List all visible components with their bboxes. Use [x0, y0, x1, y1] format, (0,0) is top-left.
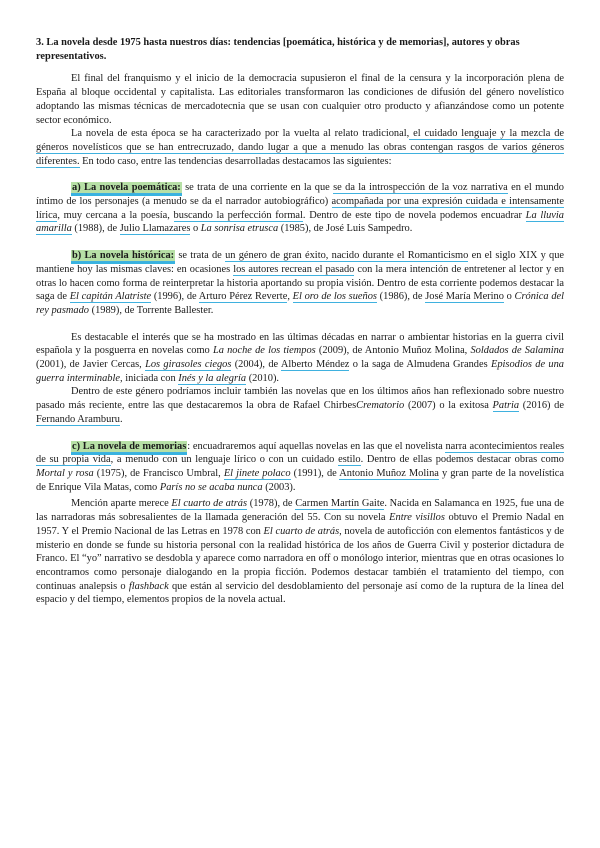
book-title: Patria [492, 400, 520, 412]
text-span: (1986), de [376, 291, 426, 303]
text-span: y gran parte de la novelística de Enrique Vila Matas, como [36, 467, 565, 493]
text-span: (2007) o la exitosa [404, 400, 493, 412]
book-title: El oro de los sueños [292, 291, 377, 303]
text-span: o [503, 291, 515, 303]
underlined-text: Fernando Aramburu [36, 413, 120, 425]
historica-paragraph [36, 249, 564, 318]
section-heading: 3. La novela desde 1975 hasta nuestros días: tendencias [poemática, histórica y de memorias], autores y obras representativos. [36, 37, 520, 62]
mencion-paragraph [36, 497, 564, 607]
underlined-text: Arturo Pérez Reverte [198, 291, 288, 303]
underlined-text: Julio Llamazares [119, 223, 191, 235]
text-span: se trata de [175, 250, 226, 262]
book-title: Crematorio [356, 400, 405, 412]
text-span: en el mundo íntimo de los personajes (a menudo se da el narrador autobiográfico) [36, 182, 564, 208]
underlined-text: se da la introspección de la voz narrativa [333, 182, 508, 194]
intro-paragraph-2 [36, 127, 564, 168]
text-span: En todo caso, entre las tendencias desarrolladas destacamos las siguientes: [79, 155, 392, 167]
text-span: Mención aparte merece [71, 498, 172, 510]
text-span: obtuvo el Premio Nadal en 1957. Y el Premio Nacional de las Letras en 1978 con [36, 512, 565, 537]
text-span: (2004), de [231, 359, 281, 371]
book-title: El capitán Alatriste [69, 291, 152, 303]
book-title: Inés y la alegría [178, 372, 247, 384]
underlined-text: Antonio Muñoz Molina [339, 467, 439, 479]
text-span: La novela de esta época se ha caracterizado por la vuelta al relato tradicional, [71, 128, 410, 140]
highlighted-label: b) La novela histórica: [72, 250, 175, 262]
text-span: iniciada con [122, 372, 179, 384]
underlined-text: narra acontecimientos reales de su propia vida [36, 440, 565, 466]
underlined-text: Alberto Méndez [280, 359, 350, 371]
text-span: , muy cercana a la poesía, [57, 209, 174, 221]
book-title: Entre visillos [389, 512, 445, 524]
chirbes-paragraph [36, 385, 564, 426]
intro-paragraph-1: El final del franquismo y el inicio de la democracia supusieron el final de la censura y la incorporación plena de España al bloque occidental y capitalista. Las editoriales transformaron las condiciones de difusión del género novelístico adoptando las mismas técnicas de mercadotecnia que se usan con cualquier otro producto y afianzándose como un potente sector económico. [36, 73, 564, 126]
memorias-paragraph [36, 440, 564, 495]
text-span: que están al servicio del desdoblamiento del personaje así como de la ruptura de la línea del espacio y del tiempo, elementos propios de la novela actual. [36, 580, 564, 606]
book-title: Crónica del rey pasmado [36, 291, 565, 316]
book-title: Soldados de Salamina [470, 345, 564, 357]
text-span: (2016) de [519, 400, 564, 412]
text-span: (1996), de [151, 291, 199, 303]
text-span: , [287, 291, 293, 303]
poematica-paragraph [36, 181, 564, 236]
book-title: La lluvia amarilla [36, 209, 564, 235]
highlighted-label: a) La novela poemática: [72, 182, 181, 194]
text-span: (1978), de [247, 498, 296, 510]
text-span: (2001), de Javier Cercas, [36, 359, 146, 371]
book-title: flashback [128, 580, 169, 592]
text-span: : encuadraremos aquí aquellas novelas en las que el novelista [187, 440, 446, 452]
underlined-text: un género de gran éxito, nacido durante el Romanticismo [225, 250, 469, 262]
text-span: (2003). [262, 481, 296, 493]
book-title: Los girasoles ciegos [145, 359, 232, 371]
text-span: novela de autoficción con elementos fantásticos y de misterio en donde se funde su historia personal con la realidad histórica de los años de Guerra Civil y posterior dictadura de Franco. El “yo” narrativo se desdobla y aparece como narradora en off o monólogo interior, mientras que en otras ocasiones lo encontramos como personaje dialogando en la propia ficción. Podemos destacar también el tratamiento del tiempo, con continuas analepsis o [36, 525, 564, 592]
book-title: La sonrisa etrusca [200, 223, 279, 235]
book-title: París no se acaba nunca [159, 481, 263, 493]
text-span: (1985), de José Luis Sampedro. [278, 223, 413, 235]
text-span: (1989), de Torrente Ballester. [89, 304, 214, 316]
text-span: (2010). [246, 372, 280, 384]
destacable-paragraph [36, 331, 564, 386]
text-span: . Dentro de ellas podemos destacar obras como [360, 454, 564, 466]
book-title: El jinete polaco [223, 467, 291, 479]
book-title: La noche de los tiempos [212, 345, 316, 357]
text-span: . Nacida en Salamanca en 1925, fue una de las narradoras más sobresalientes de la llamada generación del 55. Con su novela [36, 498, 565, 524]
text-span: , a menudo con un lenguaje lírico o con un cuidado [110, 454, 339, 466]
underlined-text: acompañada por una expresión cuidada e intensamente lírica [36, 196, 564, 221]
text-span: (1975), de Francisco Umbral, [93, 467, 224, 479]
text-span: o [190, 223, 201, 235]
underlined-text: los autores recrean el pasado [233, 263, 355, 275]
underlined-text: Carmen Martín Gaite [295, 498, 385, 510]
highlighted-label: c) La novela de memorias [72, 440, 187, 452]
underlined-text: estilo [338, 454, 361, 466]
book-title: El cuarto de atrás [171, 498, 248, 510]
text-span: Dentro de este género podríamos incluir también las novelas que en los últimos años han reflexionado sobre nuestro pasado más reciente, entre las que destacaremos la obra de Rafael Chirbes [36, 386, 564, 412]
text-span: . [119, 413, 123, 425]
book-title: El cuarto de atrás, [263, 525, 342, 537]
text-span: (2009), de Antonio Muñoz Molina, [315, 345, 471, 357]
underlined-text: el cuidado lenguaje y la mezcla de géneros novelísticos que se han entrecruzado, dando lugar a que a menudo las obras contengan rasgos de varios géneros diferentes. [36, 128, 565, 167]
text-span: (1991), de [290, 467, 340, 479]
text-span: se trata de una corriente en la que [181, 182, 334, 194]
text-span: . Dentro de este tipo de novela podemos encuadrar [302, 209, 526, 221]
underlined-text: José María Merino [425, 291, 504, 303]
book-title: Episodios de una guerra interminable, [36, 359, 564, 384]
text-span: o la saga de Almudena Grandes [349, 359, 491, 371]
book-title: Mortal y rosa [36, 467, 94, 479]
text-span: con la mera intención de entretener al lector y en otras lo hacen como forma de reinterpretar la historia aportando su propia visión. Dentro de esta corriente podemos destacar la saga de [36, 263, 565, 303]
text-span: Es destacable el interés que se ha mostrado en las últimas décadas en narrar o ambientar historias en la guerra civil española y la posguerra en novelas como [36, 331, 564, 357]
text-span: (1988), de [71, 223, 120, 235]
underlined-text: buscando la perfección formal [173, 209, 303, 221]
text-span: en el siglo XIX y que mantiene hoy las mismas claves: en ocasiones [36, 250, 565, 275]
